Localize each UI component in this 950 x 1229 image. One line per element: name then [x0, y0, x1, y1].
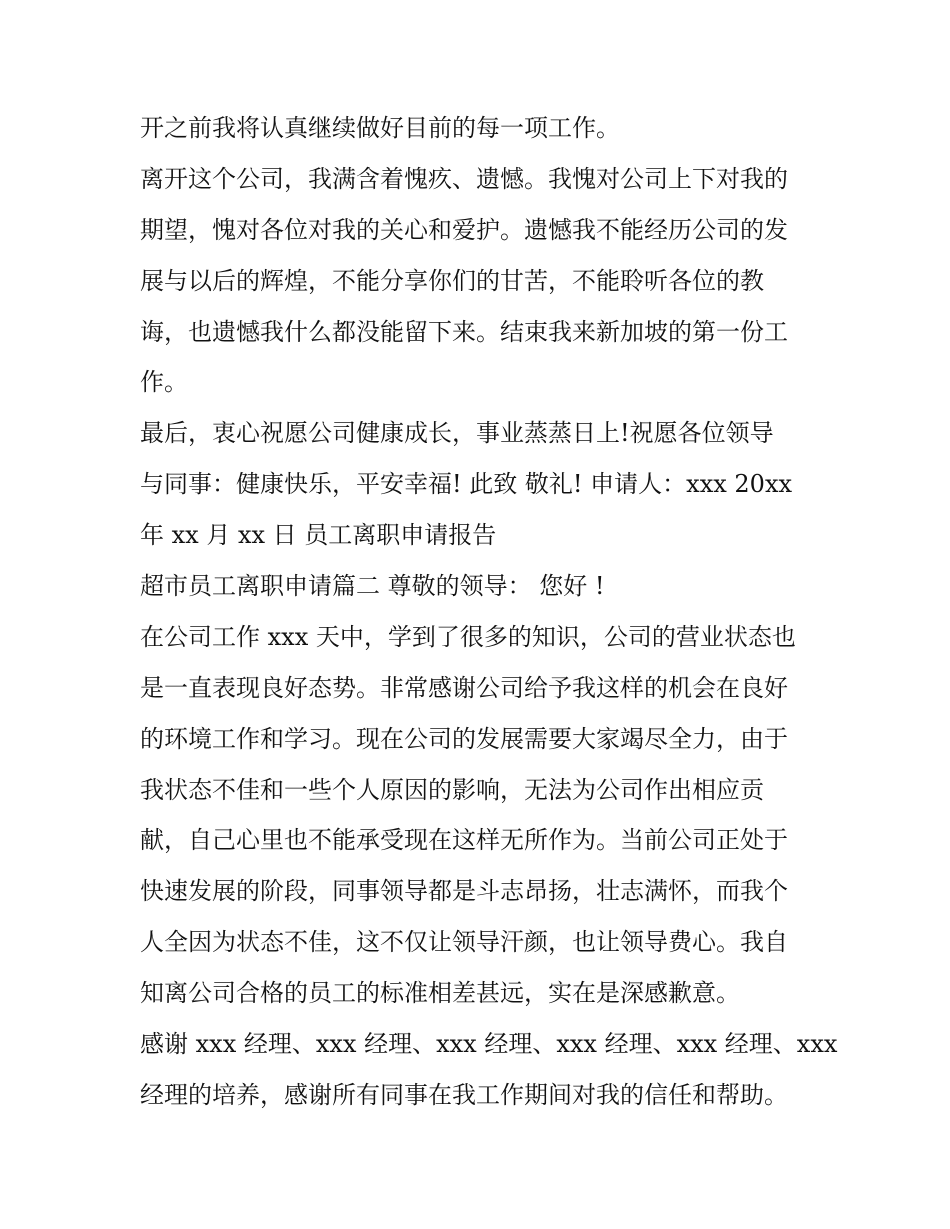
- text-line: 快速发展的阶段，同事领导都是斗志昂扬，壮志满怀，而我个: [140, 877, 788, 906]
- text-line: 开之前我将认真继续做好目前的每一项工作。: [140, 114, 620, 142]
- text-line: 与同事：健康快乐，平安幸福! 此致 敬礼! 申请人：xxx 20xx: [140, 470, 793, 499]
- text-line: 我状态不佳和一些个人原因的影响，无法为公司作出相应贡: [140, 775, 764, 804]
- text-line: 期望，愧对各位对我的关心和爱护。遗憾我不能经历公司的发: [140, 215, 788, 244]
- document-body: [140, 108, 838, 1126]
- text-line: 年 xx 月 xx 日 员工离职申请报告: [140, 521, 497, 550]
- text-line: 经理的培养，感谢所有同事在我工作期间对我的信任和帮助。: [140, 1080, 788, 1109]
- text-line: 人全因为状态不佳，这不仅让领导汗颜，也让领导费心。我自: [140, 928, 788, 957]
- text-line: 作。: [140, 368, 188, 397]
- text-line: 是一直表现良好态势。非常感谢公司给予我这样的机会在良好: [140, 673, 788, 702]
- text-line: 献，自己心里也不能承受现在这样无所作为。当前公司正处于: [140, 826, 788, 855]
- text-line: 的环境工作和学习。现在公司的发展需要大家竭尽全力，由于: [140, 724, 788, 753]
- text-line: 诲，也遗憾我什么都没能留下来。结束我来新加坡的第一份工: [140, 317, 788, 346]
- text-line: 知离公司合格的员工的标准相差甚远，实在是深感歉意。: [140, 979, 740, 1008]
- text-line: 感谢 xxx 经理、xxx 经理、xxx 经理、xxx 经理、xxx 经理、xxx: [140, 1030, 838, 1059]
- text-line: 超市员工离职申请篇二 尊敬的领导： 您好 !: [140, 572, 605, 601]
- text-line: 离开这个公司，我满含着愧疚、遗憾。我愧对公司上下对我的: [140, 164, 788, 193]
- text-line: 在公司工作 xxx 天中，学到了很多的知识，公司的营业状态也: [140, 622, 796, 651]
- text-line: 展与以后的辉煌，不能分享你们的甘苦，不能聆听各位的教: [140, 266, 764, 295]
- text-line: 最后，衷心祝愿公司健康成长，事业蒸蒸日上!祝愿各位领导: [140, 419, 774, 448]
